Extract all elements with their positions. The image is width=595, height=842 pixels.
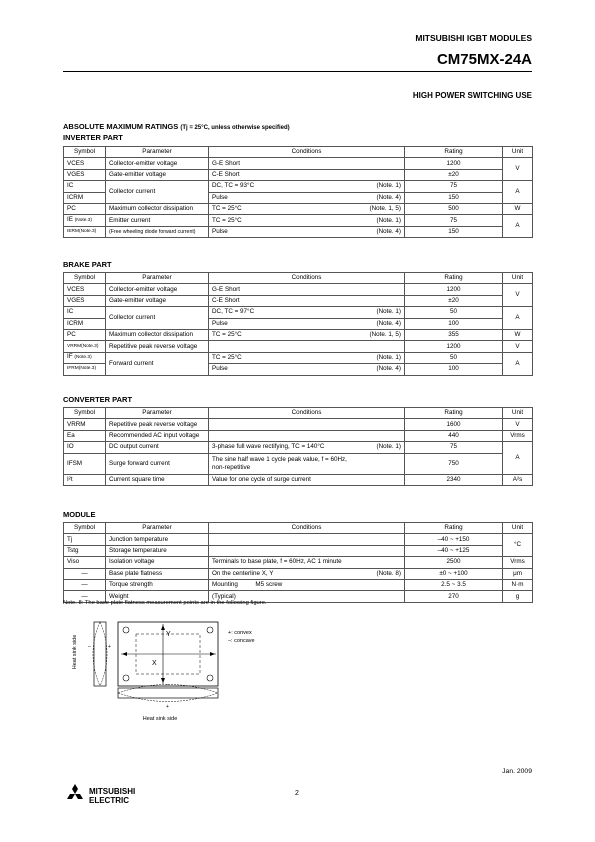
parameter-cell: Emitter current [106,215,209,226]
arrow-down-icon [161,678,165,683]
symbol-cell [64,352,106,363]
symbol-cell: IFRM(Note.3) [64,364,106,375]
condition-note: (Note. 1) [376,308,401,316]
col-conditions: Conditions [209,273,405,284]
bottom-plus: + [166,704,169,710]
symbol-cell: VCES [64,158,106,169]
parameter-cell: Collector-emitter voltage [106,284,209,295]
parameter-cell: Surge forward current [106,453,209,474]
condition-text: TC = 25°C [212,353,242,361]
condition-note: (Note. 1, 5) [369,331,401,339]
table-row [64,203,533,214]
brake-title: BRAKE PART [63,260,112,269]
rating-cell: 2.5 ~ 3.5 [405,579,503,590]
rating-cell: 1600 [405,419,503,430]
unit-cell: W [503,203,533,214]
condition-cell [209,181,405,192]
symbol-cell: I²t [64,474,106,485]
rating-cell: 2340 [405,474,503,485]
brake-table [63,272,533,376]
rating-cell: 150 [405,192,503,203]
table-row [64,329,533,340]
symbol-text: IE [67,216,73,224]
parameter-cell: Maximum collector dissipation [106,203,209,214]
table-row [64,215,533,226]
symbol-cell: — [64,591,106,602]
condition-cell [209,192,405,203]
col-unit: Unit [503,273,533,284]
rating-cell: 100 [405,318,503,329]
col-rating: Rating [405,147,503,158]
parameter-cell: Maximum collector dissipation [106,329,209,340]
condition-cell [209,557,405,568]
col-parameter: Parameter [106,523,209,534]
condition-text: Terminals to base plate, f = 60Hz, AC 1 minute [212,558,342,566]
rating-cell: 75 [405,442,503,453]
condition-text-line2: non-repetitive [212,463,251,471]
table-row [64,579,533,590]
table-header-row [64,273,533,284]
parameter-cell: (Free wheeling diode forward current) [106,226,209,237]
logo-line2: ELECTRIC [89,795,129,805]
symbol-cell: Ea [64,430,106,441]
unit-cell: N·m [503,579,533,590]
condition-cell [209,284,405,295]
side-label: Heat sink side [72,634,78,670]
ratings-title-main: ABSOLUTE MAXIMUM RATINGS [63,122,179,131]
col-parameter: Parameter [106,408,209,419]
rating-cell: 100 [405,364,503,375]
module-table [63,522,533,603]
condition-cell [209,442,405,453]
col-symbol: Symbol [64,523,106,534]
note-8: Note. 8: The base plate flatness measurement points are in the following figure. [63,600,267,606]
table-row [64,534,533,545]
parameter-cell: Gate-emitter voltage [106,295,209,306]
symbol-cell: IC [64,181,106,192]
condition-text: Pulse [212,227,228,235]
col-unit: Unit [503,523,533,534]
mount-hole [207,627,213,633]
rating-cell: 150 [405,226,503,237]
table-header-row [64,147,533,158]
condition-note: (Note. 4) [376,227,401,235]
unit-cell: V [503,158,533,181]
symbol-cell: VGES [64,169,106,180]
symbol-cell: Viso [64,557,106,568]
parameter-cell: Torque strength [106,579,209,590]
symbol-cell: — [64,568,106,579]
table-row [64,352,533,363]
symbol-cell: VRRM [64,419,106,430]
condition-text: C-E Short [212,170,240,178]
symbol-cell: VCES [64,284,106,295]
parameter-cell: Recommended AC input voltage [106,430,209,441]
mount-hole [123,675,129,681]
col-symbol: Symbol [64,147,106,158]
flatness-figure [66,614,316,724]
col-unit: Unit [503,408,533,419]
converter-table [63,407,533,486]
table-row [64,568,533,579]
date: Jan. 2009 [502,768,532,775]
bottom-curve-2 [118,693,218,702]
condition-cell [209,364,405,375]
condition-text: Pulse [212,319,228,327]
table-row [64,341,533,352]
condition-cell [209,474,405,485]
condition-text: TC = 25°C [212,205,242,213]
mitsubishi-logo-icon [63,783,87,805]
use-title: HIGH POWER SWITCHING USE [412,91,532,100]
table-row [64,442,533,453]
table-row [64,557,533,568]
unit-cell: A²s [503,474,533,485]
parameter-cell: Repetitive peak reverse voltage [106,419,209,430]
condition-note: (Note. 1) [376,443,401,451]
table-row [64,295,533,306]
symbol-cell: IERM(Note.3) [64,226,106,237]
parameter-cell: Weight [106,591,209,602]
condition-note: (Note. 1) [376,353,401,361]
col-rating: Rating [405,523,503,534]
rating-cell: ±20 [405,169,503,180]
rating-cell: ±0 ~ +100 [405,568,503,579]
condition-text: C-E Short [212,296,240,304]
rating-cell: –40 ~ +150 [405,534,503,545]
symbol-cell: PC [64,329,106,340]
unit-cell: A [503,215,533,238]
unit-cell: A [503,307,533,330]
side-plus: + [108,644,111,650]
condition-cell [209,226,405,237]
symbol-note: (Note.3) [74,218,93,224]
table-row [64,419,533,430]
table-header-row [64,523,533,534]
logo-line1: MITSUBISHI [89,787,136,796]
logo-text [89,788,135,805]
condition-cell [209,534,405,545]
unit-cell: V [503,419,533,430]
side-minus: – [88,644,91,650]
unit-cell: A [503,181,533,204]
condition-cell [209,158,405,169]
condition-cell [209,169,405,180]
side-plate [94,622,106,686]
ratings-title [63,122,290,131]
header-rule [63,71,532,72]
condition-text: TC = 25°C [212,216,242,224]
col-rating: Rating [405,273,503,284]
unit-cell: μm [503,568,533,579]
table-row [64,430,533,441]
condition-text: Mounting M5 screw [212,581,283,589]
condition-cell [209,341,405,352]
unit-cell: °C [503,534,533,557]
condition-note: (Note. 1) [376,216,401,224]
parameter-cell: Collector current [106,307,209,330]
converter-title: CONVERTER PART [63,395,133,404]
parameter-cell: Gate-emitter voltage [106,169,209,180]
condition-text: DC, TC = 97°C [212,308,255,316]
condition-cell [209,203,405,214]
symbol-cell: — [64,579,106,590]
col-conditions: Conditions [209,147,405,158]
parameter-cell: Forward current [106,352,209,375]
parameter-cell: Collector-emitter voltage [106,158,209,169]
table-row [64,158,533,169]
symbol-cell: Tstg [64,545,106,556]
mount-hole [123,627,129,633]
unit-cell: V [503,341,533,352]
symbol-note: (Note.3) [74,355,92,361]
condition-cell [209,295,405,306]
rating-cell: 75 [405,181,503,192]
condition-text: Pulse [212,193,228,201]
symbol-cell: Tj [64,534,106,545]
col-rating: Rating [405,408,503,419]
condition-note: (Note. 1, 5) [369,205,401,213]
series-title: MITSUBISHI IGBT MODULES [415,33,532,43]
table-row [64,545,533,556]
condition-text: DC, TC = 93°C [212,182,255,190]
unit-cell: W [503,329,533,340]
bottom-minus: – [166,682,169,688]
col-conditions: Conditions [209,408,405,419]
bottom-label: Heat sink side [142,716,178,722]
condition-text: Value for one cycle of surge current [212,475,311,483]
condition-note: (Note. 4) [376,319,401,327]
condition-text: The sine half wave 1 cycle peak value, f = 60Hz, [212,455,347,463]
condition-text: Pulse [212,365,228,373]
unit-cell: Vrms [503,557,533,568]
condition-text: G-E Short [212,159,240,167]
symbol-cell: VRRM(Note.3) [64,341,106,352]
rating-cell: 355 [405,329,503,340]
parameter-cell: Base plate flatness [106,568,209,579]
table-row [64,307,533,318]
condition-cell [209,430,405,441]
parameter-cell: Isolation voltage [106,557,209,568]
symbol-cell: VGES [64,295,106,306]
condition-cell [209,579,405,590]
condition-text: G-E Short [212,285,240,293]
y-label: Y [166,631,171,638]
rating-cell: 270 [405,591,503,602]
rating-cell: 50 [405,352,503,363]
rating-cell: 50 [405,307,503,318]
rating-cell: 1200 [405,284,503,295]
table-row [64,169,533,180]
condition-note: (Note. 1) [376,182,401,190]
col-symbol: Symbol [64,408,106,419]
rating-cell: 75 [405,215,503,226]
rating-cell: 750 [405,453,503,474]
unit-cell: V [503,284,533,307]
convex-legend: +: convex [228,630,252,636]
parameter-cell: Junction temperature [106,534,209,545]
unit-cell: Vrms [503,430,533,441]
condition-text: TC = 25°C [212,331,242,339]
rating-cell: –40 ~ +125 [405,545,503,556]
arrow-right-icon [210,652,215,656]
condition-cell [209,329,405,340]
symbol-cell: ICRM [64,318,106,329]
symbol-cell: PC [64,203,106,214]
parameter-cell: Repetitive peak reverse voltage [106,341,209,352]
table-row [64,474,533,485]
col-parameter: Parameter [106,273,209,284]
col-parameter: Parameter [106,147,209,158]
condition-text: On the centerline X, Y [212,569,274,577]
bottom-plate [118,688,218,698]
table-row [64,453,533,474]
rating-cell: 500 [405,203,503,214]
rating-cell: 1200 [405,341,503,352]
condition-text: 3-phase full wave rectifying, TC = 140°C [212,443,325,451]
page-number: 2 [295,790,299,797]
col-symbol: Symbol [64,273,106,284]
parameter-cell: Current square time [106,474,209,485]
symbol-cell [64,215,106,226]
table-row [64,181,533,192]
parameter-cell: Collector current [106,181,209,204]
rating-cell: ±20 [405,295,503,306]
module-title: MODULE [63,510,96,519]
table-row [64,226,533,237]
unit-cell: A [503,352,533,375]
symbol-cell: ICRM [64,192,106,203]
ratings-condition: (Tj = 25°C, unless otherwise specified) [180,125,290,131]
rating-cell: 440 [405,430,503,441]
arrow-left-icon [122,652,127,656]
inverter-title: INVERTER PART [63,133,123,142]
condition-cell [209,215,405,226]
col-unit: Unit [503,147,533,158]
condition-cell [209,568,405,579]
condition-text: (Typical) [212,592,236,600]
x-label: X [152,660,157,667]
arrow-up-icon [161,625,165,630]
rating-cell: 2500 [405,557,503,568]
symbol-cell: IFSM [64,453,106,474]
condition-cell [209,453,405,474]
condition-cell [209,419,405,430]
condition-note: (Note. 8) [376,569,401,577]
symbol-cell: IC [64,307,106,318]
condition-note: (Note. 4) [376,193,401,201]
model-number: CM75MX-24A [436,51,532,68]
condition-cell [209,352,405,363]
table-header-row [64,408,533,419]
concave-legend: –: concave [228,638,255,644]
condition-cell [209,307,405,318]
symbol-text: IF [67,353,73,361]
parameter-cell: Storage temperature [106,545,209,556]
condition-note: (Note. 4) [376,365,401,373]
unit-cell: A [503,442,533,474]
table-row [64,284,533,295]
condition-cell [209,318,405,329]
rating-cell: 1200 [405,158,503,169]
unit-cell: g [503,591,533,602]
parameter-cell: DC output current [106,442,209,453]
condition-cell [209,545,405,556]
col-conditions: Conditions [209,523,405,534]
symbol-cell: IO [64,442,106,453]
mount-hole [207,675,213,681]
inverter-table [63,146,533,238]
